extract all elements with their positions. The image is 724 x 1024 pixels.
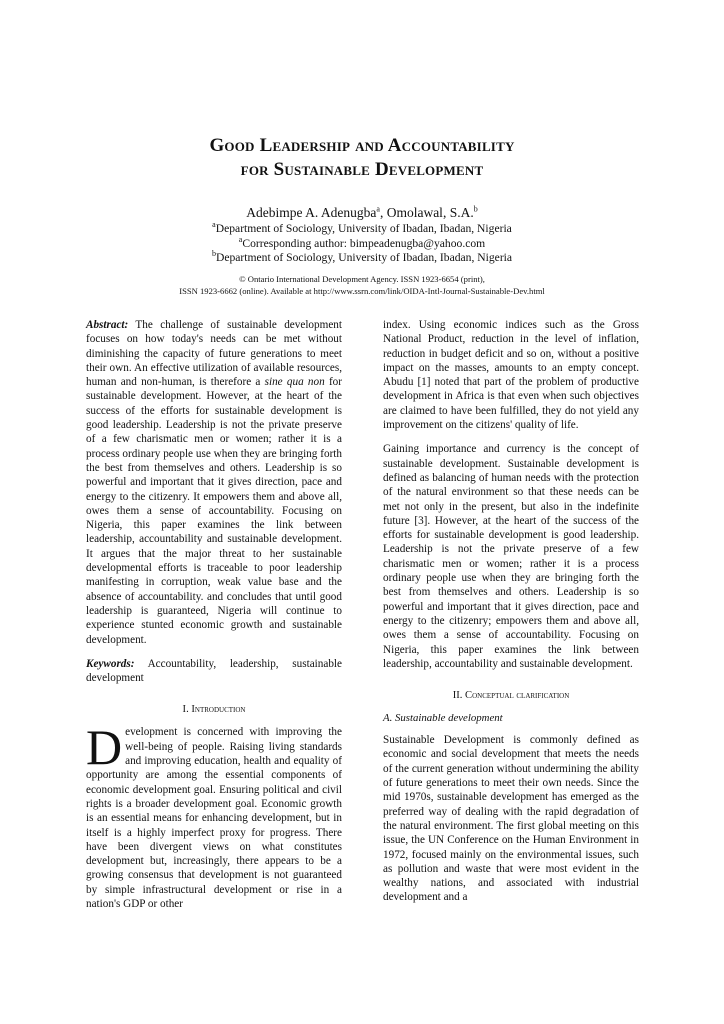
corresponding-author: [100, 234, 624, 252]
section-heading-introduction: I. Introduction: [182, 704, 246, 716]
right-column: [383, 318, 639, 905]
affiliation-a-text: Department of Sociology, University of Ibadan, Ibadan, Nigeria: [215, 222, 512, 235]
copyright-line-1: © Ontario International Development Agency. ISSN 1923-6654 (print),: [239, 274, 485, 284]
abstract: [86, 318, 342, 647]
abstract-text-a: The challenge of sustainable development focuses on how today's needs can be met without diminishing the capacity of future generations to meet their own. An effective utilization of available resources, human and non-human, is therefore a: [86, 319, 342, 389]
paper-title-line-2: for Sustainable Development: [240, 159, 484, 180]
affiliation-a-marker: a: [212, 220, 216, 230]
corresponding-author-text: Corresponding author: bimpeadenugba@yahoo.com: [242, 236, 486, 250]
corresponding-author-marker: a: [238, 234, 243, 244]
right-paragraph-3: Sustainable Development is commonly defined as economic and social development that meets the needs of the current generation without undermining the ability of future generations to meet their own needs. Since the mid 1970s, sustainable development has emerged as the preferred way of dealing with the rapid degradation of the natural environment. The first global meeting on this issue, the UN Conference on the Human Environment in 1972, focused mainly on the environmental issues, such as pollution and waste that were most evident in the wealthy nations, and associated with industrial development and a: [383, 734, 639, 904]
dropcap: D: [86, 719, 123, 776]
affiliation-a: [100, 222, 624, 237]
author-1: Adebimpe A. Adenugba: [246, 205, 377, 220]
left-column: [86, 318, 342, 911]
abstract-label: Abstract:: [86, 319, 129, 331]
affiliation-b-marker: b: [211, 249, 216, 259]
keywords-label: Keywords:: [86, 657, 135, 670]
section-heading-conceptual: II. Conceptual clarification: [452, 690, 570, 702]
introduction-text: evelopment is concerned with improving the well-being of people. Raising living standards and improving education, health and equality of opportunity are among the essential components of economic development goal. Ensuring political and civil rights is a broader development goal. Economic growth is an essential means for enhancing development, but in itself is a highly imperfect proxy for progress. There have been divergent views on what constitutes development but, increasingly, there appears to be a growing consensus that development is not guaranteed by simple infrastructural development or rise in a nation's GDP or other: [86, 726, 342, 910]
copyright-line-2: ISSN 1923-6662 (online). Available at http://www.ssrn.com/link/OIDA-Intl-Journal-Sustainable-Dev.html: [179, 286, 545, 296]
right-paragraph-1: index. Using economic indices such as the Gross National Product, reduction in the level of inflation, reduction in budget deficit and so on, without a positive impact on the masses, amounts to an empty concept. Abudu [1] noted that part of the problem of productive development in Africa is that even when such objectives are claimed to have been fulfilled, they do not yield any improvement on the citizens' quality of life.: [383, 319, 639, 432]
keywords: [86, 657, 342, 686]
author-1-marker: a: [376, 204, 380, 214]
right-paragraph-2: Gaining importance and currency is the concept of sustainable development. Sustainable development is defined as balancing of human needs with the protection of the natural environment so that these needs can be met not only in the present, but also in the indefinite future [3]. However, at the heart of the success of the efforts for sustainable development is good leadership. Leadership is not the private preserve of a few charismatic men or women; rather it is a process ordinary people use when they are bringing forth the best from themselves and others. Leadership is so powerful and important that it gives direction, pace and energy to the citizenry; empowers them and above all, owes them a sense of accountability. Focusing on Nigeria, this paper examines the link between leadership, accountability and sustainable development.: [383, 443, 639, 670]
affiliation-b: [100, 251, 624, 266]
author-2: Omolawal, S.A.: [386, 205, 474, 220]
subsection-heading-sustainable: A. Sustainable development: [383, 712, 503, 725]
keywords-text: Accountability, leadership, sustainable development: [86, 657, 342, 685]
abstract-text-b: for sustainable development. However, at the heart of the success of the efforts for sustainable development is good leadership. Leadership is not the private preserve of a few charismatic men or women; rather it is a process ordinary people use when they are bringing forth the best from themselves and others. Leadership is so powerful and important that it gives direction, pace and energy to the citizenry. It empowers them and above all, owes them a sense of accountability. Focusing on Nigeria, this paper examines the link between leadership, accountability and sustainable development. It argues that the major threat to her sustainable developmental efforts is traceable to poor leadership manifesting in corruption, weak value base and the absence of accountability. and concludes that until good leadership is guaranteed, Nigeria will continue to experience stunted economic growth and sustainable development.: [86, 376, 342, 646]
paper-title-line-1: Good Leadership and Accountability: [209, 135, 515, 156]
author-list: [100, 204, 624, 221]
affiliation-b-text: Department of Sociology, University of Ibadan, Ibadan, Nigeria: [215, 251, 513, 264]
abstract-italic: sine qua non: [264, 376, 325, 389]
author-2-marker: b: [473, 204, 478, 214]
author-separator: ,: [379, 205, 387, 220]
introduction-paragraph: [86, 719, 342, 911]
